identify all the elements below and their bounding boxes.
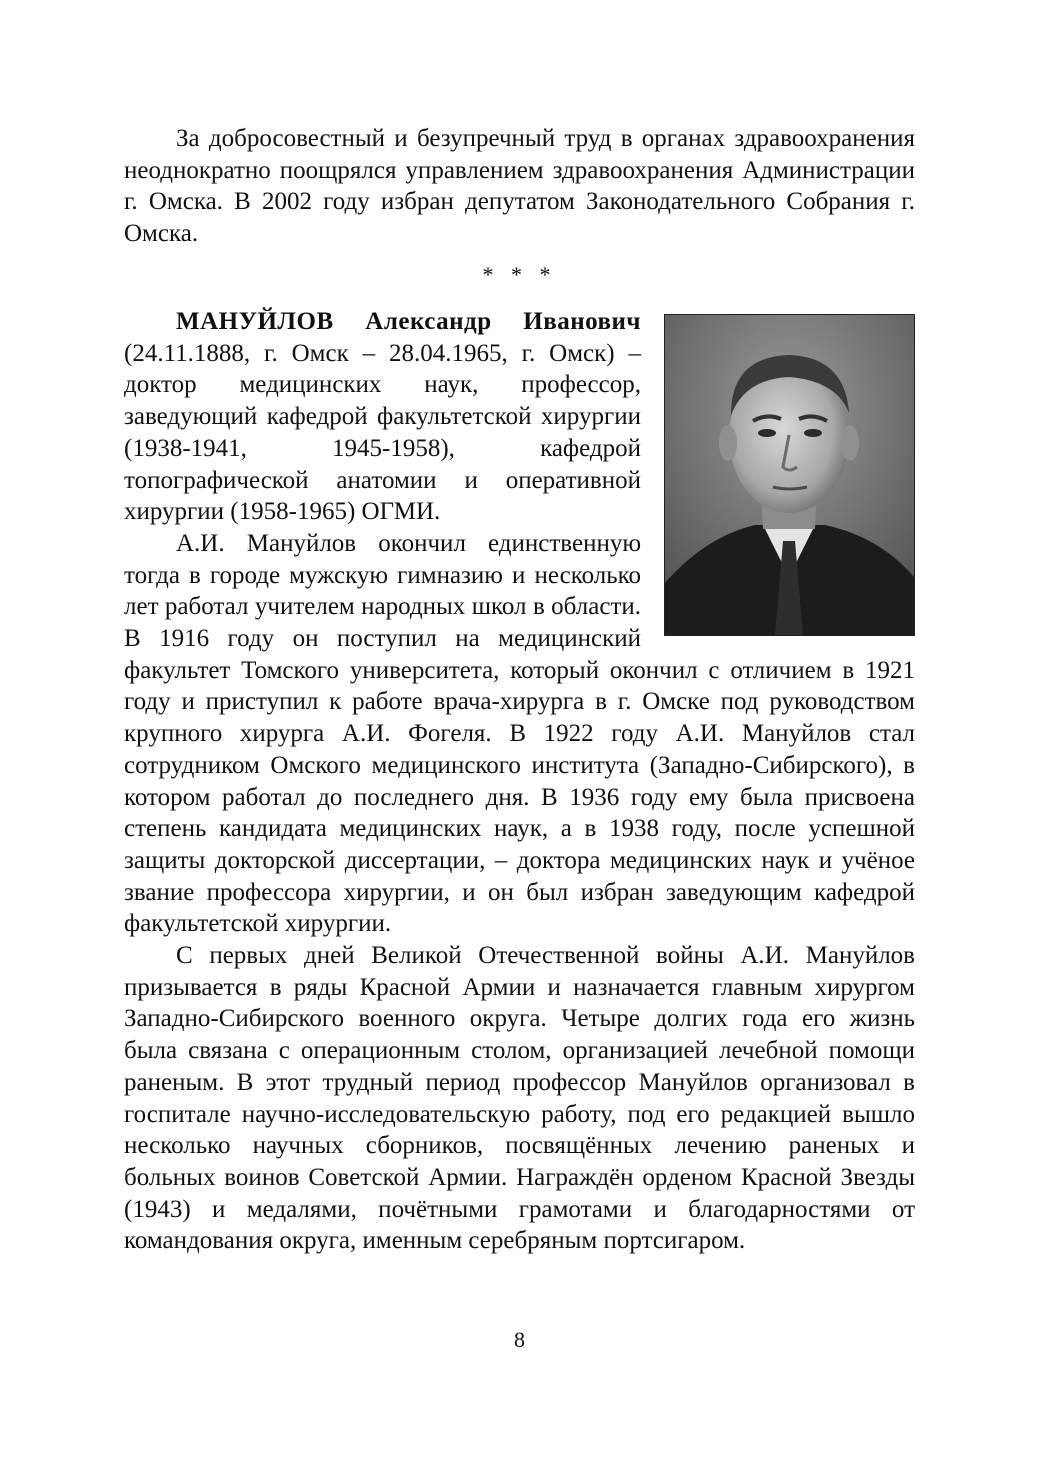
portrait-image — [665, 315, 914, 635]
biography-block — [124, 306, 915, 1257]
bio-paragraph-2: А.И. Мануйлов окончил единственную тогда в городе мужскую гимназию и несколько лет работал учителем народных школ в области. В 1916 году он поступил на медицинский факультет Томского университета, который окончил с отличием в 1921 году и приступил к работе врача-хирурга в г. Омске под руководством крупного хирурга А.И. Фогеля. В 1922 году А.И. Мануйлов стал сотрудником Омского медицинского института (Западно-Сибирского), в котором работал до последнего дня. В 1936 году ему была присвоена степень кандидата медицинских наук, а в 1938 году, после успешной защиты докторской диссертации, – доктора медицинских наук и учёное звание профессора хирургии, и он был избран заведующим кафедрой факультетской хирургии. — [124, 529, 915, 938]
page-number: 8 — [514, 1327, 525, 1352]
person-name: МАНУЙЛОВ Александр Иванович — [176, 308, 641, 335]
intro-text-block — [124, 123, 915, 250]
intro-paragraph: За добросовестный и безупречный труд в органах здравоохранения неоднократно поощрялся управлением здравоохранения Администрации г. Омска. В 2002 году избран депутатом Законодательного Собрания г. Омска. — [124, 125, 915, 248]
portrait-photo — [664, 314, 915, 636]
bio-lead-text: (24.11.1888, г. Омск – 28.04.1965, г. Омск) – доктор медицинских наук, профессор, заведующий кафедрой факультетской хирургии (1938-1941, 1945-1958), кафедрой топографической анатомии и оперативной хирургии (1958-1965) ОГМИ. — [124, 339, 641, 526]
bio-paragraph-3: С первых дней Великой Отечественной войны А.И. Мануйлов призывается в ряды Красной Армии и назначается главным хирургом Западно-Сибирского военного округа. Четыре долгих года его жизнь была связана с операционным столом, организацией лечебной помощи раненым. В этот трудный период профессор Мануйлов организовал в госпитале научно-исследовательскую работу, под его редакцией вышло несколько научных сборников, посвящённых лечению раненых и больных воинов Советской Армии. Награждён орденом Красной Звезды (1943) и медалями, почётными грамотами и благодарностями от командования округа, именным серебряным портсигаром. — [124, 942, 915, 1255]
section-separator: * * * — [482, 262, 557, 287]
